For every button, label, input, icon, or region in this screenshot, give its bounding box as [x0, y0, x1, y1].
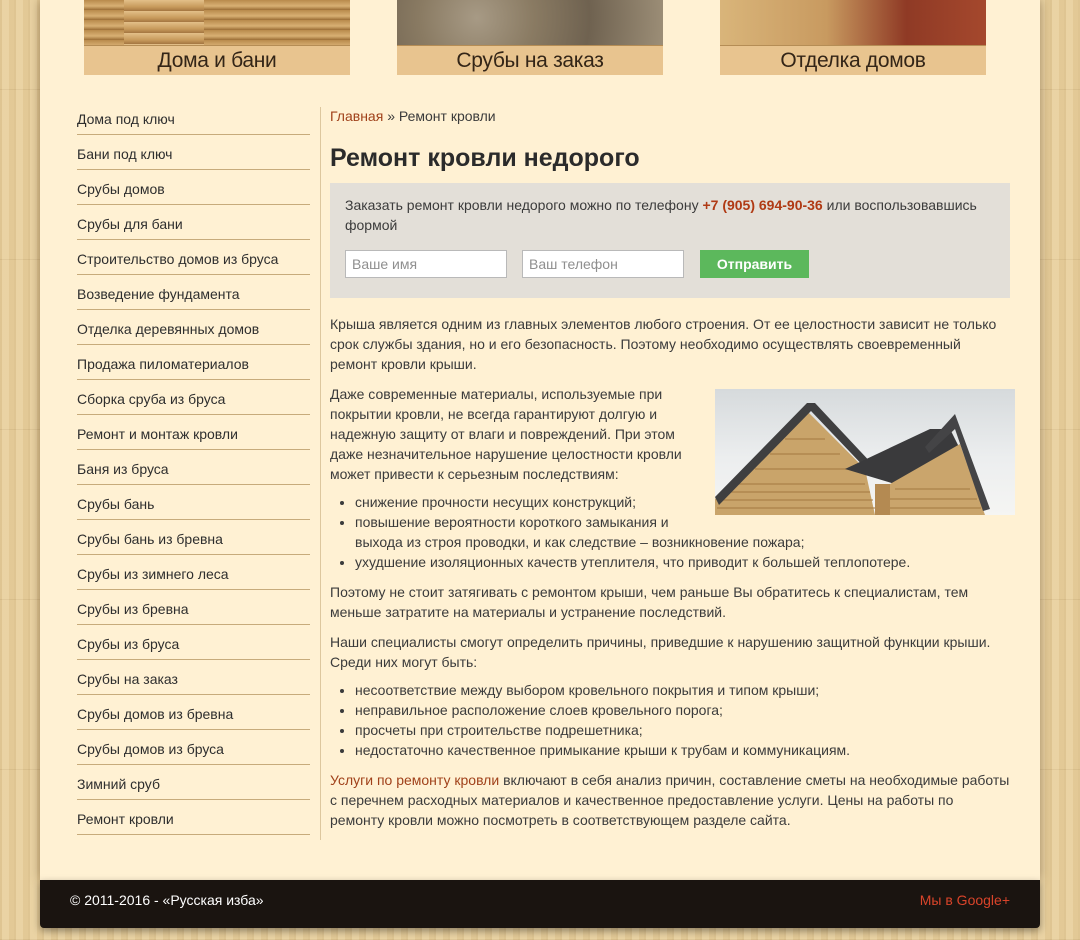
article-paragraph: Даже современные материалы, используемые при покрытии кровли, не всегда гарантируют долгую и надежную защиту от влаги и повреждений. При этом даже незначительное нарушение целостности кровли может привести к серьезным последствиям:	[330, 386, 682, 482]
sidebar-item[interactable]: Срубы домов из бревна	[77, 695, 310, 730]
sidebar-item[interactable]: Возведение фундамента	[77, 275, 310, 310]
banner-caption: Отделка домов	[720, 45, 986, 75]
sidebar-item[interactable]: Срубы на заказ	[77, 660, 310, 695]
banner-caption: Срубы на заказ	[397, 45, 663, 75]
sidebar-item[interactable]: Баня из бруса	[77, 450, 310, 485]
breadcrumb-home-link[interactable]: Главная	[330, 108, 384, 124]
column-divider	[320, 107, 321, 840]
order-text-before: Заказать ремонт кровли недорого можно по телефону	[345, 197, 699, 213]
banner-photo	[84, 0, 350, 45]
sidebar-item[interactable]: Срубы для бани	[77, 205, 310, 240]
sidebar-item[interactable]: Отделка деревянных домов	[77, 310, 310, 345]
submit-button[interactable]: Отправить	[700, 250, 809, 278]
article-paragraph: Крыша является одним из главных элементов любого строения. От ее целостности зависит не только срок службы здания, но и его безопасность. Поэтому необходимо осуществлять своевременный ремонт кровли крыши.	[330, 316, 997, 372]
phone-input[interactable]	[522, 250, 684, 278]
log-house-roof-image	[715, 389, 1015, 515]
list-item: • просчеты при строительстве подрешетника;	[355, 720, 1010, 740]
list-item: • ухудшение изоляционных качеств утеплителя, что приводит к большей теплопотере.	[355, 552, 1010, 572]
sidebar-item[interactable]: Срубы из бревна	[77, 590, 310, 625]
list-item: • повышение вероятности короткого замыкания и выхода из строя проводки, и как следствие – возникновение пожара;	[355, 512, 1010, 552]
breadcrumb	[330, 103, 1010, 129]
main-content	[330, 103, 1010, 830]
sidebar-item[interactable]: Ремонт и монтаж кровли	[77, 415, 310, 450]
article-paragraph: Поэтому не стоит затягивать с ремонтом крыши, чем раньше Вы обратитесь к специалистам, тем меньше затратите на материалы и устранение последствий.	[330, 584, 969, 620]
sidebar-item[interactable]: Срубы домов из бруса	[77, 730, 310, 765]
breadcrumb-current: Ремонт кровли	[398, 108, 496, 124]
order-form-box	[330, 183, 1010, 298]
banner-house-finishing[interactable]	[720, 0, 986, 75]
sidebar-item[interactable]: Бани под ключ	[77, 135, 310, 170]
banner-houses-and-baths[interactable]	[84, 0, 350, 75]
order-text-after: или воспользовавшись формой	[345, 197, 977, 233]
roof-repair-services-link[interactable]: Услуги по ремонту кровли	[330, 772, 500, 788]
order-form-row	[345, 250, 995, 278]
sidebar-item[interactable]: Строительство домов из бруса	[77, 240, 310, 275]
causes-list	[330, 680, 1010, 760]
order-form-text	[345, 195, 995, 235]
list-item: • неправильное расположение слоев кровельного порога;	[355, 700, 1010, 720]
name-input[interactable]	[345, 250, 507, 278]
list-item: • несоответствие между выбором кровельного покрытия и типом крыши;	[355, 680, 1010, 700]
breadcrumb-separator: »	[387, 108, 395, 124]
footer-copyright: © 2011-2016 - «Русская изба»	[70, 892, 264, 908]
footer	[40, 880, 1040, 928]
banner-photo	[397, 0, 663, 45]
log-house-roof-illustration	[715, 389, 1015, 515]
article-paragraph	[330, 770, 1010, 830]
sidebar-item[interactable]: Срубы из бруса	[77, 625, 310, 660]
sidebar-menu	[77, 100, 310, 835]
sidebar-item[interactable]: Продажа пиломатериалов	[77, 345, 310, 380]
page-container	[40, 0, 1040, 880]
article-section-with-image	[330, 384, 1010, 572]
sidebar-item[interactable]: Сборка сруба из бруса	[77, 380, 310, 415]
sidebar-item[interactable]: Срубы бань	[77, 485, 310, 520]
sidebar-item[interactable]: Срубы бань из бревна	[77, 520, 310, 555]
sidebar-item[interactable]: Дома под ключ	[77, 100, 310, 135]
banner-caption: Дома и бани	[84, 45, 350, 75]
sidebar-item[interactable]: Зимний сруб	[77, 765, 310, 800]
order-phone: +7 (905) 694-90-36	[702, 197, 823, 213]
banner-photo	[720, 0, 986, 45]
sidebar-item-active[interactable]: Ремонт кровли	[77, 800, 310, 835]
list-item: • недостаточно качественное примыкание крыши к трубам и коммуникациям.	[355, 740, 1010, 760]
article-paragraph: Наши специалисты смогут определить причины, приведшие к нарушению защитной функции крыши. Среди них могут быть:	[330, 634, 991, 670]
banner-custom-log-frames[interactable]	[397, 0, 663, 75]
sidebar-item[interactable]: Срубы из зимнего леса	[77, 555, 310, 590]
page-title: Ремонт кровли недорого	[330, 144, 640, 172]
google-plus-link[interactable]: Мы в Google+	[919, 892, 1010, 908]
list-item: • снижение прочности несущих конструкций;	[355, 492, 1010, 512]
article-paragraph-text: включают в себя анализ причин, составление сметы на необходимые работы с перечнем расходных материалов и качественное предоставление услуги. Цены на работы по ремонту кровли можно посмотреть в соответствующем разделе сайта.	[330, 772, 1010, 828]
sidebar-item[interactable]: Срубы домов	[77, 170, 310, 205]
